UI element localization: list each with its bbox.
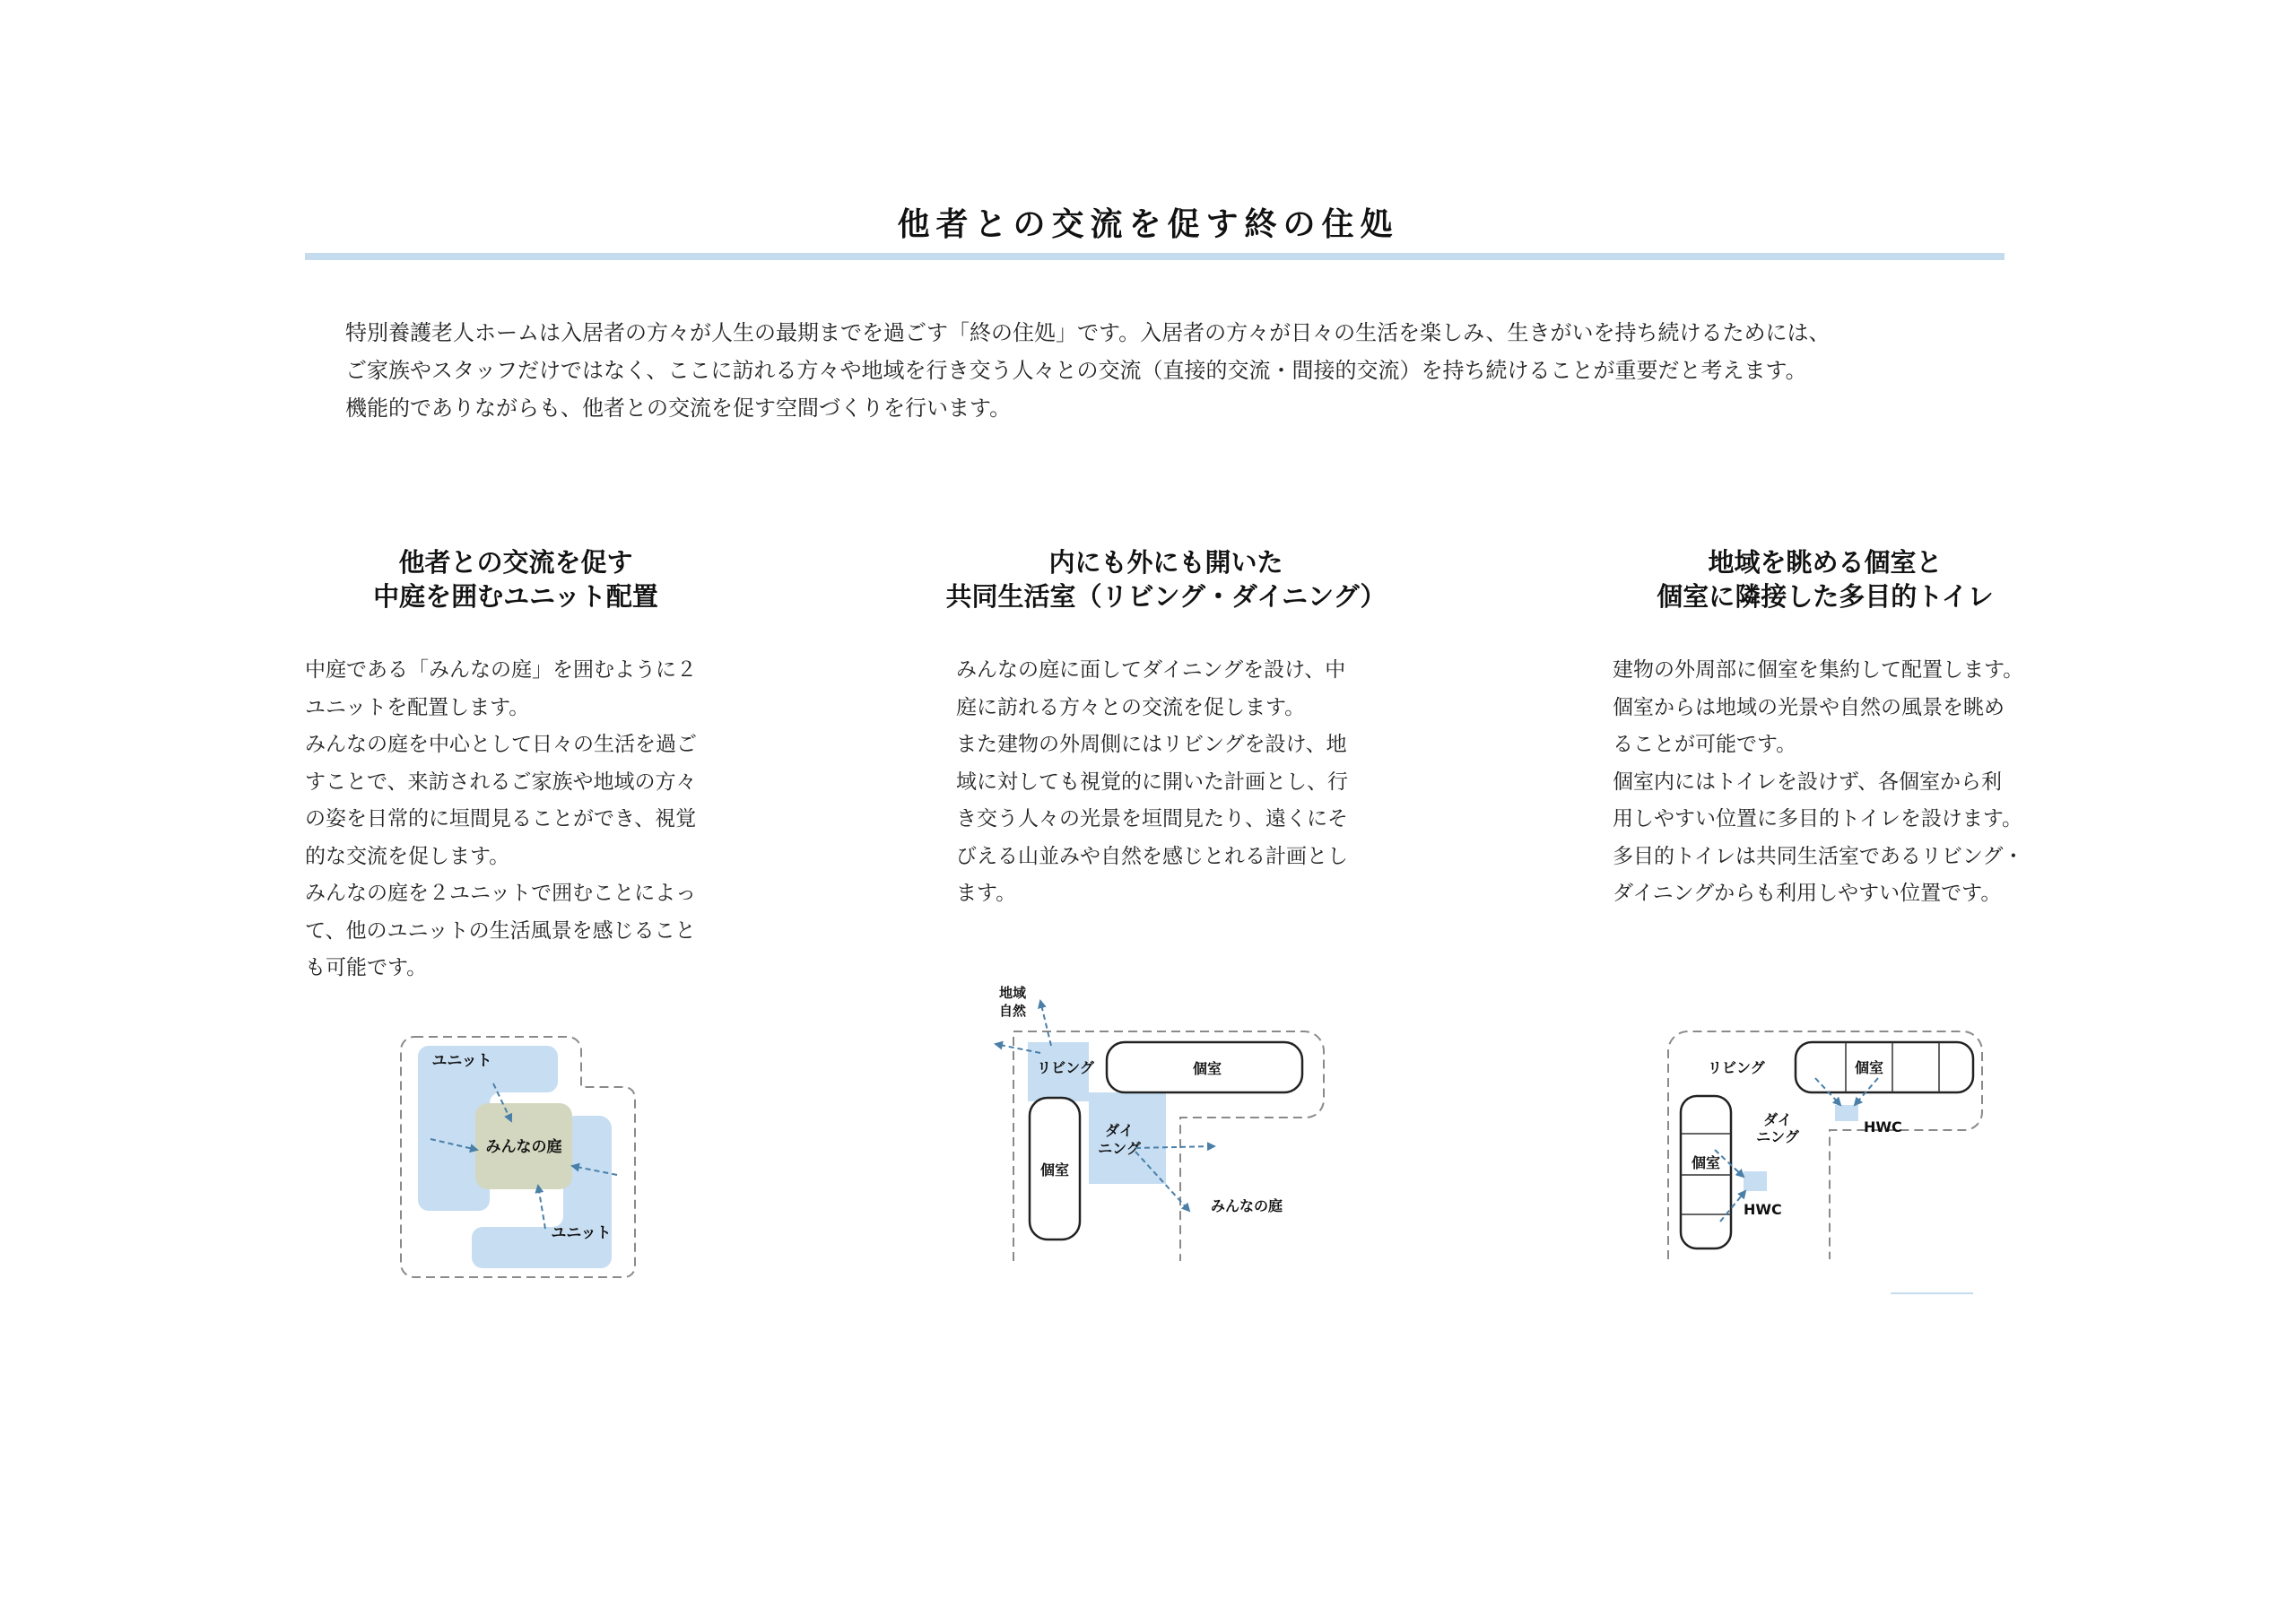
title-underline [305,253,2005,260]
column-3-body [1613,652,2023,913]
body-line: ダイニングからも利用しやすい位置です。 [1613,882,2002,905]
body-line: 中庭である「みんなの庭」を囲むように２ [305,658,697,682]
private-room-column-left [1681,1096,1731,1248]
diagram-rooms-hwc [1650,1022,1982,1265]
hwc-top-label: HWC [1864,1118,1902,1135]
body-line: の姿を日常的に垣間見ることができ、視覚 [305,807,697,831]
heading-line: 共同生活室（リビング・ダイニング） [945,581,1387,612]
garden-label: みんなの庭 [1211,1197,1283,1214]
private-room-left-label: 個室 [1039,1161,1070,1179]
arrow [538,1186,545,1229]
body-line: また建物の外周側にはリビングを設け、地 [956,733,1347,756]
body-line: き交う人々の光景を垣間見たり、遠くにそ [956,807,1348,831]
body-line: 域に対しても視覚的に開いた計画とし、行 [956,770,1348,794]
intro-line: 機能的でありながらも、他者との交流を促す空間づくりを行います。 [345,396,1012,421]
intro-paragraph [345,314,2049,427]
unit-top-label: ユニット [431,1052,492,1070]
body-line: ユニットを配置します。 [305,695,530,719]
body-line: 多目的トイレは共同生活室であるリビング・ [1613,844,2024,868]
heading-line: 個室に隣接した多目的トイレ [1657,581,1994,612]
hwc-left-label: HWC [1744,1201,1782,1218]
body-line: みんなの庭を中心として日々の生活を過ご [305,733,697,756]
private-room-left-label: 個室 [1691,1154,1721,1171]
body-line: 用しやすい位置に多目的トイレを設けます。 [1613,807,2023,831]
column-2-heading [933,545,1399,613]
heading-line: 他者との交流を促す [398,547,633,578]
body-line: ることが可能です。 [1613,733,1797,756]
dining-label-2: ニング [1756,1128,1799,1145]
diagram-courtyard-units [395,1031,664,1283]
body-line: 個室からは地域の光景や自然の風景を眺め [1613,695,2005,719]
dining-label-1: ダイ [1763,1111,1792,1128]
body-line: 建物の外周部に個室を集約して配置します。 [1613,658,2024,682]
body-line: ます。 [956,882,1017,905]
column-3-heading [1614,545,2036,613]
column-2-body [956,652,1348,913]
body-line: みんなの庭を２ユニットで囲むことによっ [305,882,697,905]
body-line: すことで、来訪されるご家族や地域の方々 [305,770,697,794]
intro-line: ご家族やスタッフだけではなく、ここに訪れる方々や地域を行き交う人々との交流（直接的交流・間接的交流）を持ち続けることが重要だと考えます。 [345,358,1807,383]
intro-line: 特別養護老人ホームは入居者の方々が人生の最期までを過ごす「終の住処」です。入居者の方々が日々の生活を楽しみ、生きがいを持ち続けるためには、 [345,320,1831,345]
garden-label: みんなの庭 [485,1138,562,1156]
body-line: 庭に訪れる方々との交流を促します。 [956,695,1306,719]
private-room-top-label: 個室 [1192,1060,1222,1077]
body-line: 個室内にはトイレを設けず、各個室から利 [1613,770,2003,794]
body-line: みんなの庭に面してダイニングを設け、中 [956,658,1346,682]
body-line: 的な交流を促します。 [305,844,510,868]
nature-label: 自然 [999,1003,1027,1019]
arrow [1040,1001,1051,1046]
unit-bottom-label: ユニット [551,1224,612,1242]
hwc-left-box [1744,1171,1767,1191]
decorative-rule [1891,1292,1973,1294]
dining-label-2: ニング [1098,1140,1141,1157]
dining-label-1: ダイ [1105,1122,1134,1139]
heading-line: 地域を眺める個室と [1708,547,1943,578]
body-line: て、他のユニットの生活風景を感じること [305,918,696,943]
body-line: びえる山並みや自然を感じとれる計画とし [956,844,1348,868]
living-label: リビング [1037,1059,1094,1076]
body-line: も可能です。 [305,956,428,979]
living-label: リビング [1708,1059,1765,1076]
diagram-living-dining [978,976,1318,1263]
hwc-top-box [1835,1105,1858,1121]
page-title: 他者との交流を促す終の住処 [897,206,1399,243]
column-1-heading [305,545,726,613]
heading-line: 内にも外にも開いた [1048,547,1283,578]
private-room-top-label: 個室 [1854,1059,1884,1076]
column-1-body [305,652,697,987]
region-label: 地域 [999,985,1027,1001]
heading-line: 中庭を囲むユニット配置 [373,581,658,612]
